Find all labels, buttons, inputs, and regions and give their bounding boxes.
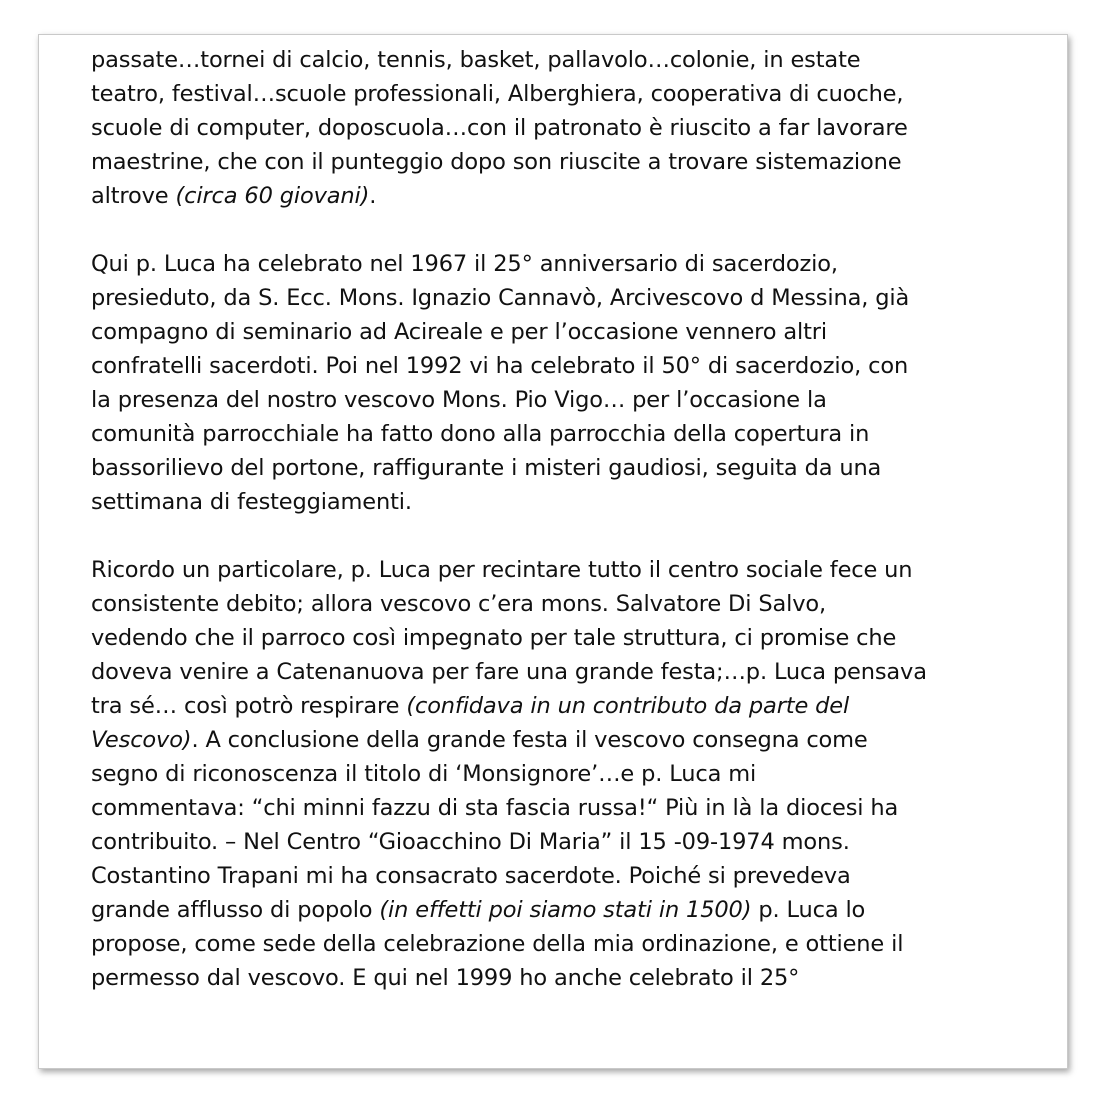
text-line (91, 43, 1051, 77)
text-segment: contribuito. – Nel Centro “Gioacchino Di Maria” il 15 -09-1974 mons. (91, 829, 850, 855)
text-segment: permesso dal vescovo. E qui nel 1999 ho anche celebrato il 25° (91, 965, 800, 991)
text-segment: teatro, festival…scuole professionali, Alberghiera, cooperativa di cuoche, (91, 81, 904, 107)
text-line (91, 587, 1051, 621)
text-line (91, 77, 1051, 111)
text-segment: maestrine, che con il punteggio dopo son riuscite a trovare sistemazione (91, 149, 902, 175)
text-line (91, 417, 1051, 451)
text-segment: commentava: “chi minni fazzu di sta fascia russa!“ Più in là la diocesi ha (91, 795, 899, 821)
text-segment: scuole di computer, doposcuola…con il patronato è riuscito a far lavorare (91, 115, 908, 141)
text-segment: presieduto, da S. Ecc. Mons. Ignazio Cannavò, Arcivescovo d Messina, già (91, 285, 910, 311)
text-line (91, 553, 1051, 587)
text-segment: comunità parrocchiale ha fatto dono alla parrocchia della copertura in (91, 421, 870, 447)
text-line (91, 859, 1051, 893)
text-segment: passate…tornei di calcio, tennis, basket, pallavolo…colonie, in estate (91, 47, 861, 73)
paragraph-gap (91, 213, 1051, 247)
text-line (91, 349, 1051, 383)
text-segment: settimana di festeggiamenti. (91, 489, 412, 515)
document-page (38, 34, 1068, 1069)
text-line (91, 961, 1051, 995)
text-segment: altrove (91, 183, 176, 209)
text-segment: propose, come sede della celebrazione della mia ordinazione, e ottiene il (91, 931, 904, 957)
text-line (91, 621, 1051, 655)
text-segment: Qui p. Luca ha celebrato nel 1967 il 25° anniversario di sacerdozio, (91, 251, 838, 277)
text-segment: doveva venire a Catenanuova per fare una grande festa;…p. Luca pensava (91, 659, 927, 685)
text-line (91, 111, 1051, 145)
text-segment: . (369, 183, 377, 209)
text-line (91, 451, 1051, 485)
text-line (91, 383, 1051, 417)
italic-text: (in effetti poi siamo stati in 1500) (379, 897, 752, 923)
text-segment: vedendo che il parroco così impegnato per tale struttura, ci promise che (91, 625, 897, 651)
text-segment: Ricordo un particolare, p. Luca per recintare tutto il centro sociale fece un (91, 557, 913, 583)
text-segment: confratelli sacerdoti. Poi nel 1992 vi ha celebrato il 50° di sacerdozio, con (91, 353, 909, 379)
text-segment: segno di riconoscenza il titolo di ‘Monsignore’…e p. Luca mi (91, 761, 757, 787)
text-segment: . A conclusione della grande festa il vescovo consegna come (191, 727, 868, 753)
text-segment: compagno di seminario ad Acireale e per l’occasione vennero altri (91, 319, 827, 345)
text-line (91, 893, 1051, 927)
italic-text: Vescovo) (91, 727, 192, 753)
italic-text: (circa 60 giovani) (175, 183, 370, 209)
text-line (91, 689, 1051, 723)
text-segment: grande afflusso di popolo (91, 897, 380, 923)
text-segment: tra sé… così potrò respirare (91, 693, 407, 719)
text-line (91, 145, 1051, 179)
italic-text: (confidava in un contributo da parte del (406, 693, 850, 719)
text-segment: la presenza del nostro vescovo Mons. Pio Vigo… per l’occasione la (91, 387, 827, 413)
text-line (91, 723, 1051, 757)
text-segment: Costantino Trapani mi ha consacrato sacerdote. Poiché si prevedeva (91, 863, 851, 889)
text-line (91, 757, 1051, 791)
text-line (91, 791, 1051, 825)
text-segment: consistente debito; allora vescovo c’era mons. Salvatore Di Salvo, (91, 591, 826, 617)
text-line (91, 485, 1051, 519)
text-line (91, 825, 1051, 859)
text-line (91, 247, 1051, 281)
text-line (91, 927, 1051, 961)
paragraph-gap (91, 519, 1051, 553)
text-line (91, 655, 1051, 689)
text-line (91, 179, 1051, 213)
document-text (91, 43, 1051, 995)
text-segment: p. Luca lo (751, 897, 866, 923)
text-segment: bassorilievo del portone, raffigurante i misteri gaudiosi, seguita da una (91, 455, 882, 481)
text-line (91, 281, 1051, 315)
text-line (91, 315, 1051, 349)
